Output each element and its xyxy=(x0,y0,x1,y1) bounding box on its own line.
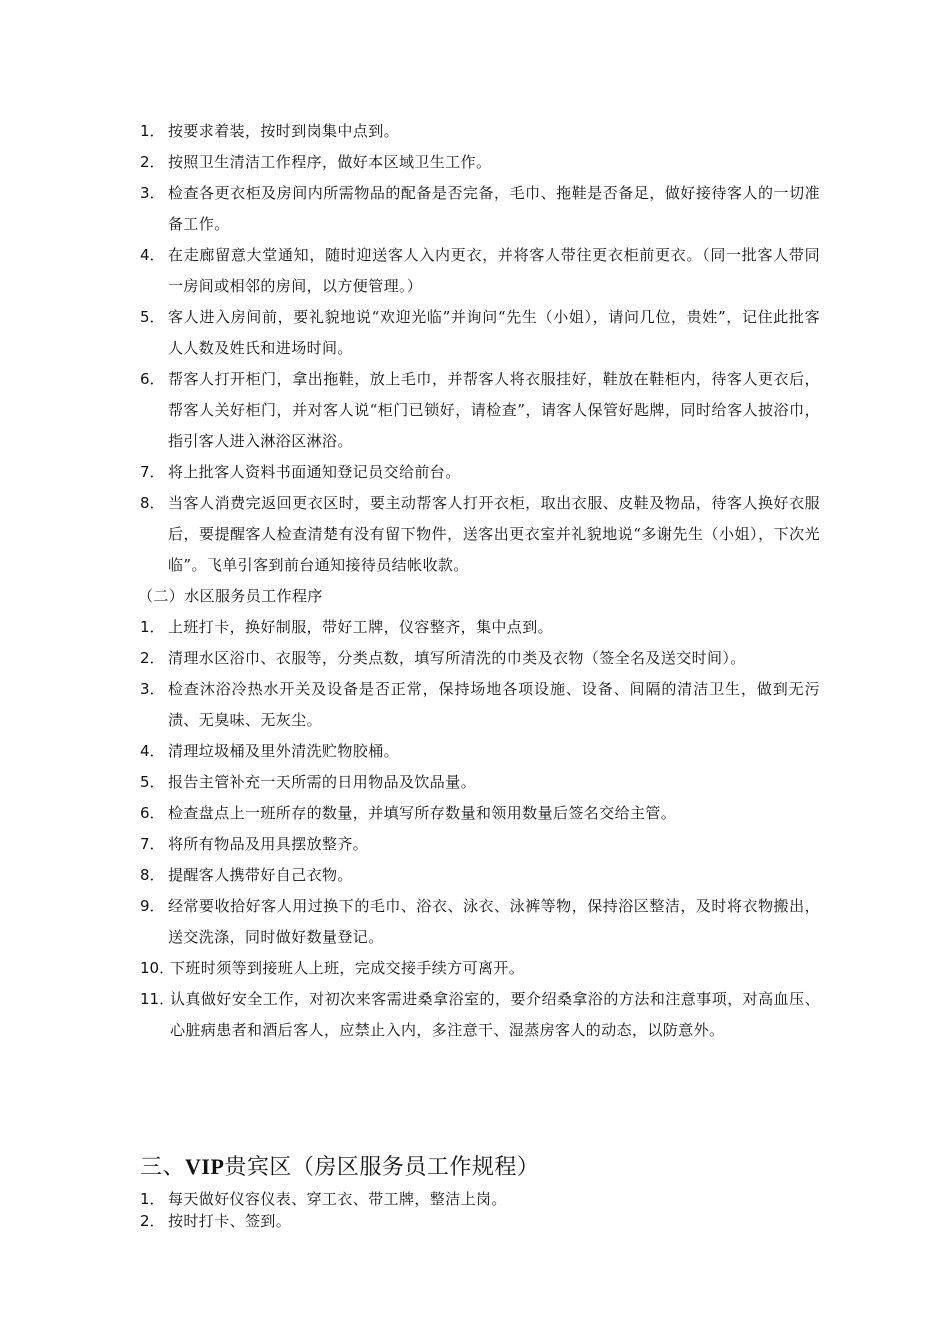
item-number: 11． xyxy=(140,990,175,1008)
item-text: 按要求着装，按时到岗集中点到。 xyxy=(168,122,400,140)
item-text: 报告主管补充一天所需的日用物品及饮品量。 xyxy=(168,773,477,791)
list-item xyxy=(140,1188,820,1210)
item-number: 3． xyxy=(140,184,165,202)
item-number: 5． xyxy=(140,308,165,326)
list-item xyxy=(140,829,820,860)
item-number: 7． xyxy=(140,463,165,481)
item-number: 7． xyxy=(140,835,165,853)
vip-procedure-list xyxy=(140,1188,820,1232)
list-item xyxy=(140,612,820,643)
item-text: 帮客人打开柜门，拿出拖鞋，放上毛巾，并帮客人将衣服挂好，鞋放在鞋柜内，待客人更衣后，帮客人关好柜门，并对客人说“柜门已锁好，请检查”，请客人保管好匙牌，同时给客人披浴巾，指引客人进入淋浴区淋浴。 xyxy=(168,370,820,450)
list-item xyxy=(140,147,820,178)
item-text: 清理水区浴巾、衣服等，分类点数，填写所清洗的巾类及衣物（签全名及送交时间）。 xyxy=(168,649,746,667)
item-text: 提醒客人携带好自己衣物。 xyxy=(168,866,353,884)
list-item xyxy=(140,860,820,891)
item-text: 上班打卡，换好制服，带好工牌，仪容整齐，集中点到。 xyxy=(168,618,554,636)
item-text: 经常要收拾好客人用过换下的毛巾、浴衣、泳衣、泳裤等物，保持浴区整洁，及时将衣物搬出，送交洗涤，同时做好数量登记。 xyxy=(168,897,820,946)
item-number: 1． xyxy=(140,1190,165,1208)
list-item xyxy=(140,767,820,798)
list-item xyxy=(140,674,820,736)
list-item xyxy=(140,178,820,240)
item-number: 6． xyxy=(140,370,165,388)
item-text: 检查盘点上一班所存的数量，并填写所存数量和领用数量后签名交给主管。 xyxy=(168,804,677,822)
item-number: 6． xyxy=(140,804,165,822)
heading-rest: 贵宾区（房区服务员工作规程） xyxy=(224,1155,540,1180)
item-text: 客人进入房间前，要礼貌地说“欢迎光临”并询问“先生（小姐），请问几位，贵姓”，记住此批客人人数及姓氏和进场时间。 xyxy=(168,308,820,357)
subheading: （二）水区服务员工作程序 xyxy=(138,587,323,605)
item-text: 将上批客人资料书面通知登记员交给前台。 xyxy=(168,463,461,481)
list-item xyxy=(140,798,820,829)
item-number: 1． xyxy=(140,618,165,636)
item-text: 当客人消费完返回更衣区时，要主动帮客人打开衣柜，取出衣服、皮鞋及物品，待客人换好衣服后，要提醒客人检查清楚有没有留下物件，送客出更衣室并礼貌地说“多谢先生（小姐），下次光临”。飞单引客到前台通知接待员结帐收款。 xyxy=(168,494,820,574)
item-text: 在走廊留意大堂通知，随时迎送客人入内更衣，并将客人带往更衣柜前更衣。（同一批客人带同一房间或相邻的房间，以方便管理。） xyxy=(168,246,820,295)
heading-vip: VIP xyxy=(185,1154,225,1179)
list-item xyxy=(140,364,820,457)
list-item xyxy=(140,984,820,1046)
item-number: 5． xyxy=(140,773,165,791)
item-text: 认真做好安全工作，对初次来客需进桑拿浴室的，要介绍桑拿浴的方法和注意事项，对高血压、心脏病患者和酒后客人，应禁止入内，多注意干、湿蒸房客人的动态，以防意外。 xyxy=(170,990,820,1039)
list-item xyxy=(140,240,820,302)
item-text: 检查各更衣柜及房间内所需物品的配备是否完备，毛巾、拖鞋是否备足，做好接待客人的一切准备工作。 xyxy=(168,184,820,233)
item-number: 10． xyxy=(140,959,175,977)
item-number: 3． xyxy=(140,680,165,698)
item-number: 8． xyxy=(140,494,165,512)
item-number: 4． xyxy=(140,246,165,264)
list-item xyxy=(140,891,820,953)
list-item xyxy=(140,953,820,984)
item-text: 将所有物品及用具摆放整齐。 xyxy=(168,835,369,853)
list-item xyxy=(140,643,820,674)
section-heading xyxy=(140,1150,539,1181)
list-item xyxy=(140,736,820,767)
list-item xyxy=(140,1210,820,1232)
procedure-list xyxy=(140,116,820,1046)
list-item xyxy=(140,457,820,488)
item-number: 2． xyxy=(140,649,165,667)
item-text: 清理垃圾桶及里外清洗贮物胶桶。 xyxy=(168,742,400,760)
item-text: 每天做好仪容仪表、穿工衣、带工牌，整洁上岗。 xyxy=(168,1190,507,1208)
list-item xyxy=(140,488,820,581)
list-item xyxy=(140,302,820,364)
item-number: 1． xyxy=(140,122,165,140)
item-text: 下班时须等到接班人上班，完成交接手续方可离开。 xyxy=(170,959,525,977)
item-text: 按时打卡、签到。 xyxy=(168,1212,292,1230)
item-text: 检查沐浴冷热水开关及设备是否正常，保持场地各项设施、设备、间隔的清洁卫生，做到无污渍、无臭味、无灰尘。 xyxy=(168,680,820,729)
item-text: 按照卫生清洁工作程序，做好本区域卫生工作。 xyxy=(168,153,492,171)
item-number: 4． xyxy=(140,742,165,760)
heading-prefix: 三、 xyxy=(140,1155,186,1180)
item-number: 9． xyxy=(140,897,165,915)
list-item xyxy=(140,116,820,147)
item-number: 2． xyxy=(140,1212,165,1230)
item-number: 2． xyxy=(140,153,165,171)
item-number: 8． xyxy=(140,866,165,884)
